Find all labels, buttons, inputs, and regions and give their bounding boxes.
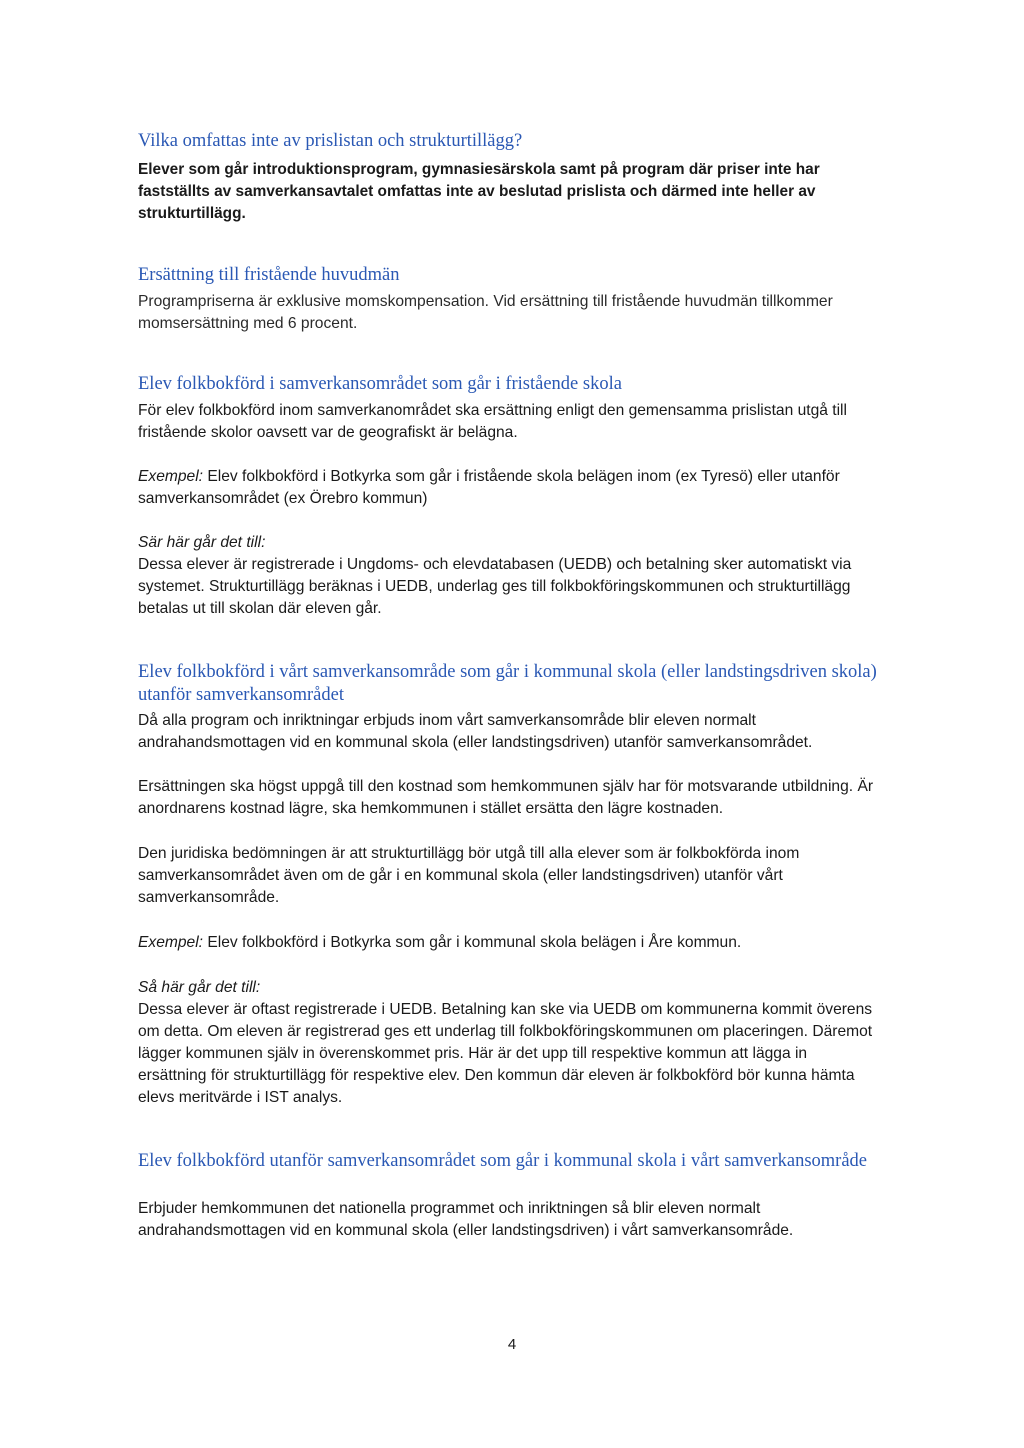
section-paragraph: Elever som går introduktionsprogram, gymnasiesärskola samt på program där priser inte har fastställts av samverkansavtalet omfattas inte av beslutad prislista och därmed inte heller av strukturtillägg. <box>138 161 820 222</box>
section-heading-outside-to-inside: Elev folkbokförd utanför samverkansområdet som går i kommunal skola i vårt samverkansområde <box>138 1151 868 1171</box>
section-heading-not-covered: Vilka omfattas inte av prislistan och strukturtillägg? <box>138 131 523 151</box>
process-paragraph <box>138 532 878 620</box>
section-heading-independent-providers: Ersättning till fristående huvudmän <box>138 265 400 285</box>
example-text: Elev folkbokförd i Botkyrka som går i kommunal skola belägen i Åre kommun. <box>203 934 742 951</box>
section-paragraph: Den juridiska bedömningen är att strukturtillägg bör utgå till alla elever som är folkbokförda inom samverkansområdet även om de går i en kommunal skola (eller landstingsdriven) utanför vårt samverkansområde. <box>138 845 800 906</box>
process-label: Så här går det till: <box>138 979 261 996</box>
section-paragraph: För elev folkbokförd inom samverkanområdet ska ersättning enligt den gemensamma prislistan utgå till fristående skolor oavsett var de geografiskt är belägna. <box>138 402 847 441</box>
page-number: 4 <box>507 1336 517 1353</box>
process-label: Sär här går det till: <box>138 534 266 551</box>
example-paragraph <box>138 466 878 510</box>
example-label: Exempel: <box>138 468 204 485</box>
section-paragraph: Programpriserna är exklusive momskompensation. Vid ersättning till fristående huvudmän tillkommer momsersättning med 6 procent. <box>138 293 833 332</box>
process-paragraph <box>138 977 878 1109</box>
section-paragraph: Ersättningen ska högst uppgå till den kostnad som hemkommunen själv har för motsvarande utbildning. Är anordnarens kostnad lägre, ska hemkommunen i stället ersätta den lägre kostnaden. <box>138 778 874 817</box>
section-heading-municipal-school-outside: Elev folkbokförd i vårt samverkansområde som går i kommunal skola (eller landstingsdriven skola) utanför samverkansområdet <box>138 662 877 705</box>
process-text: Dessa elever är registrerade i Ungdoms- och elevdatabasen (UEDB) och betalning sker automatiskt via systemet. Strukturtillägg beräknas i UEDB, underlag ges till folkbokföringskommunen och strukturtillägg betalas ut till skolan där eleven går. <box>138 556 852 617</box>
example-paragraph <box>138 932 878 954</box>
process-text: Dessa elever är oftast registrerade i UEDB. Betalning kan ske via UEDB om kommunerna kommit överens om detta. Om eleven är registrerad ges ett underlag till folkbokföringskommunen om placeringen. Däremot lägger kommunen själv in överenskommet pris. Här är det upp till respektive kommun att lägga in ersättning för strukturtillägg för respektive elev. Den kommun där eleven är folkbokförd bör kunna hämta elevs meritvärde i IST analys. <box>138 1001 873 1106</box>
section-heading-independent-school: Elev folkbokförd i samverkansområdet som går i fristående skola <box>138 374 622 394</box>
section-paragraph: Erbjuder hemkommunen det nationella programmet och inriktningen så blir eleven normalt andrahandsmottagen vid en kommunal skola (eller landstingsdriven) i vårt samverkansområde. <box>138 1200 794 1239</box>
example-text: Elev folkbokförd i Botkyrka som går i fristående skola belägen inom (ex Tyresö) eller utanför samverkansområdet (ex Örebro kommun) <box>138 468 840 507</box>
section-paragraph: Då alla program och inriktningar erbjuds inom vårt samverkansområde blir eleven normalt andrahandsmottagen vid en kommunal skola (eller landstingsdriven) utanför samverkansområdet. <box>138 712 813 751</box>
example-label: Exempel: <box>138 934 204 951</box>
